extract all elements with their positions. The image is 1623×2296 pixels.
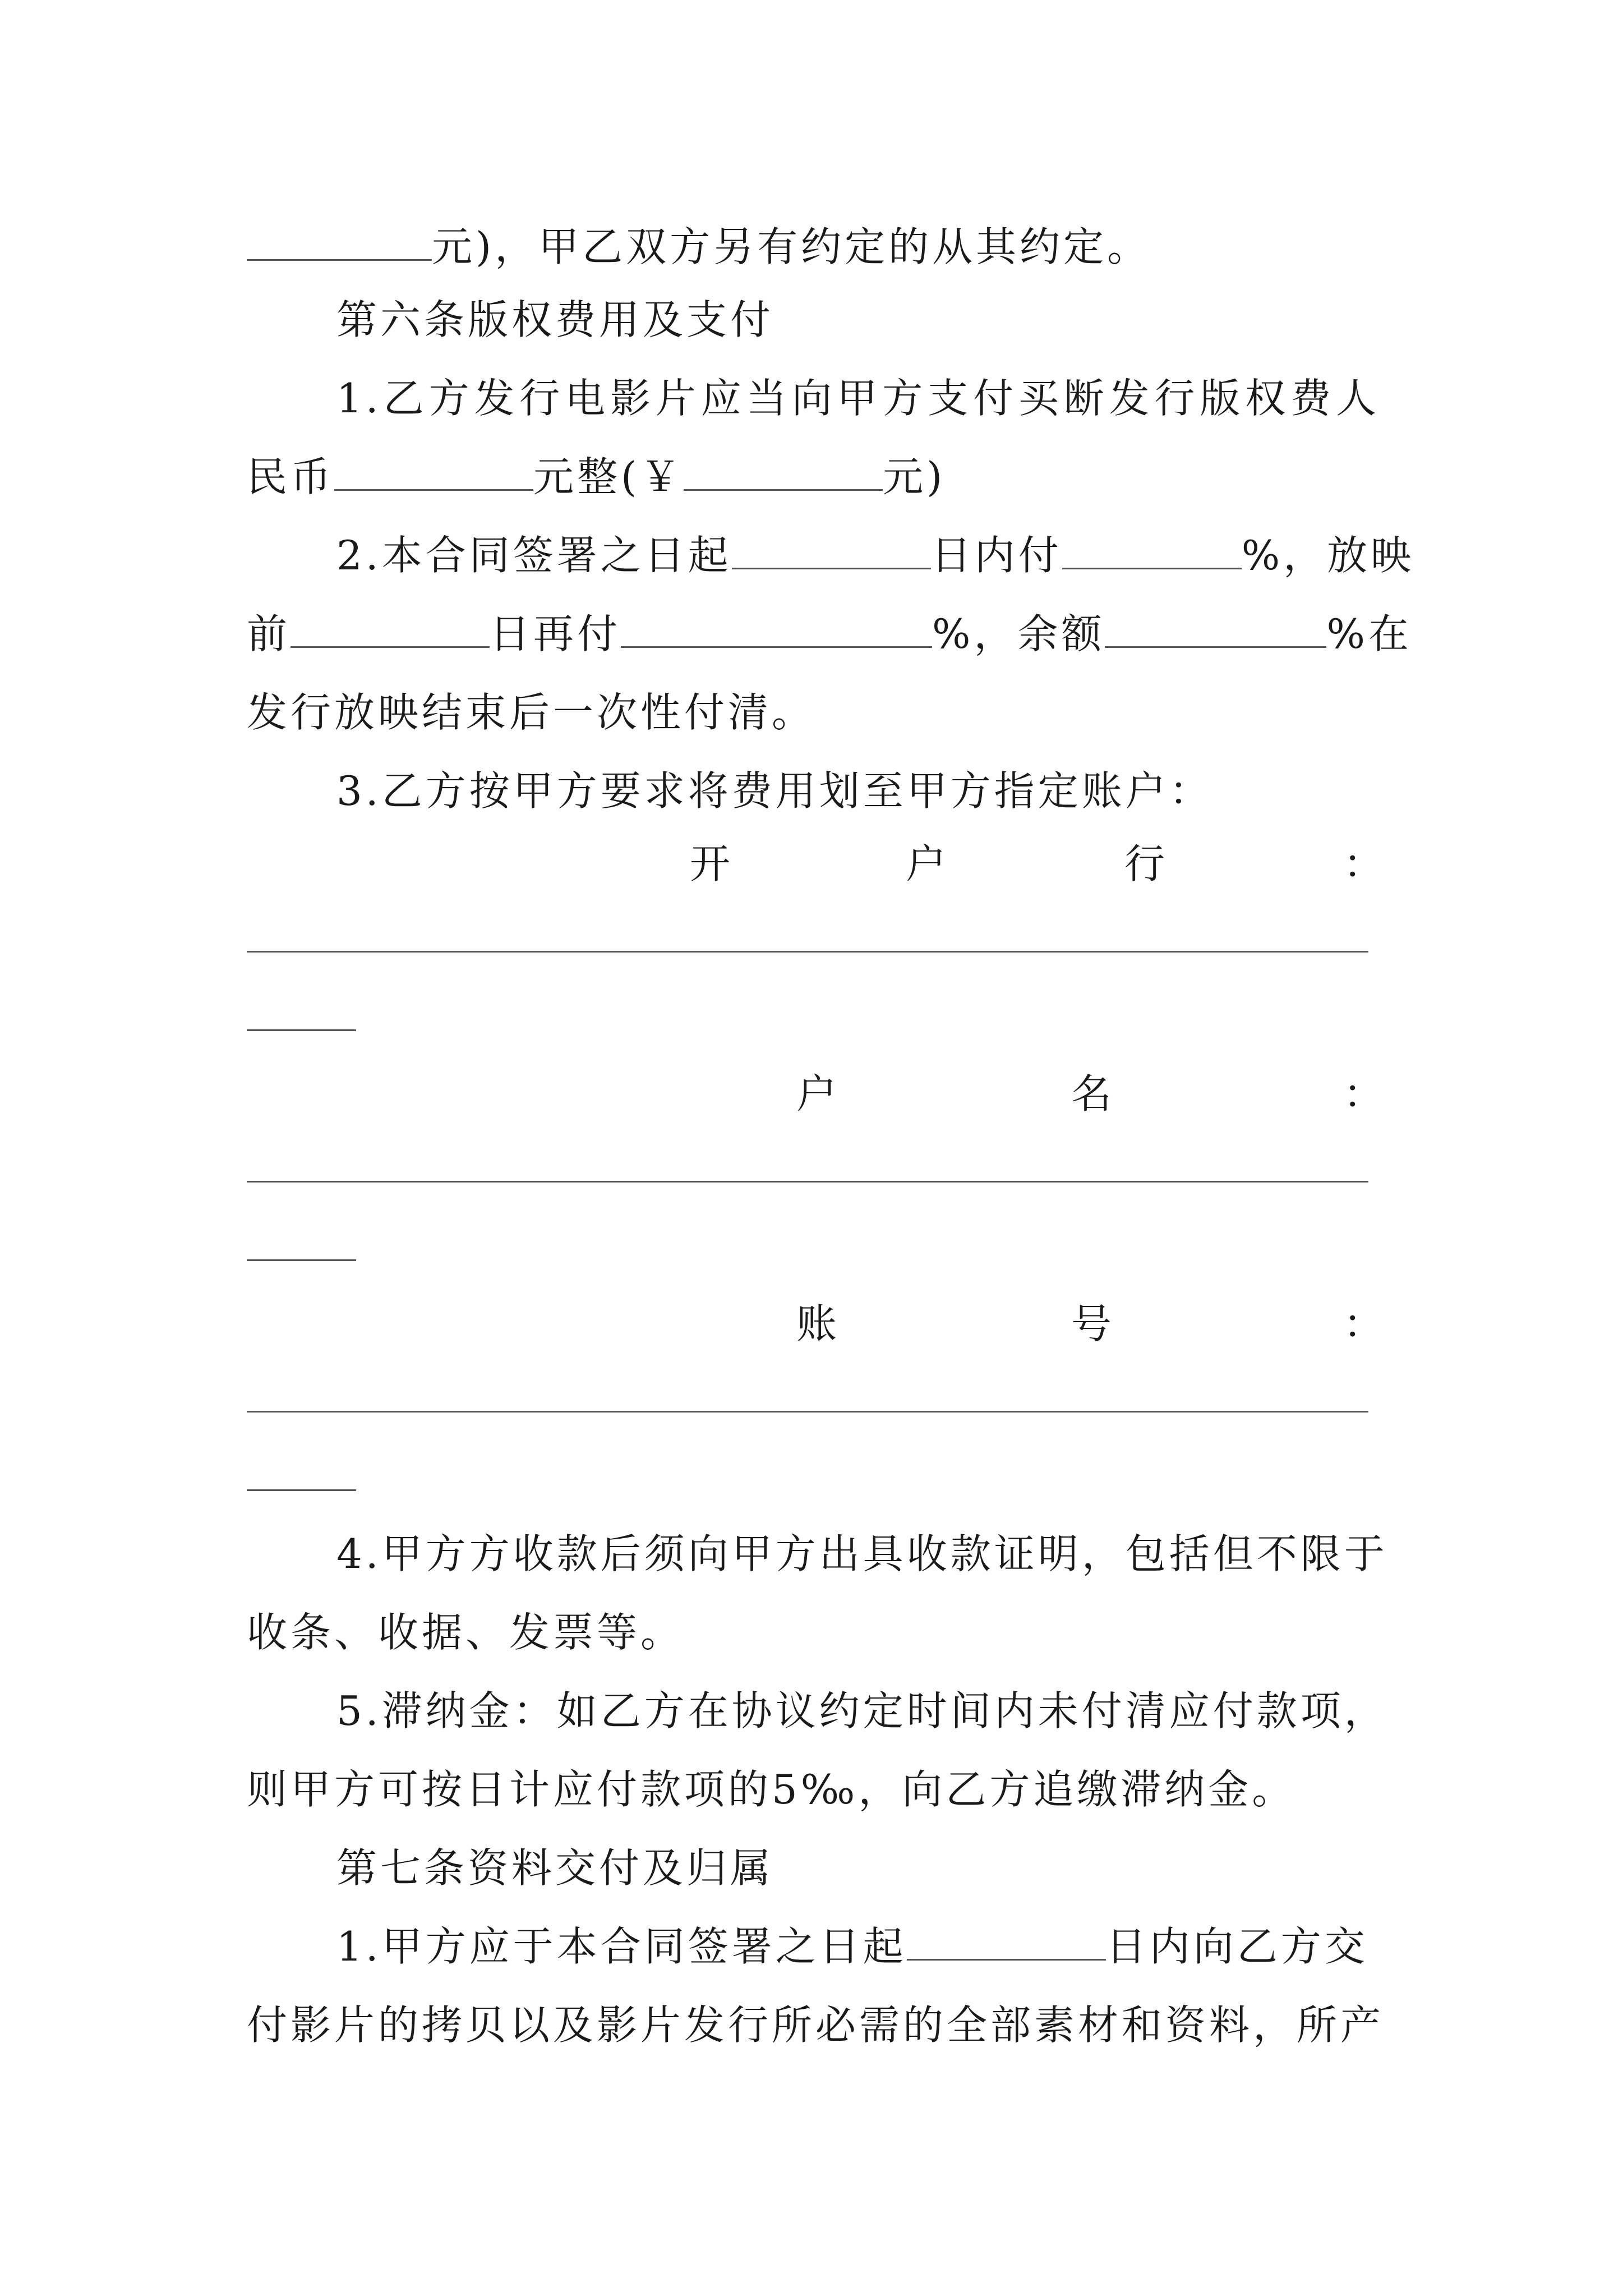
text-fragment: 日内付 xyxy=(930,532,1062,579)
clause-6-2-line-3: 发行放映结束后一次性付清。 xyxy=(247,689,816,736)
text-fragment: 元整(￥ xyxy=(533,453,684,500)
percent-blank xyxy=(1105,613,1326,648)
days-blank xyxy=(291,613,490,648)
text-fragment: 日内向乙方交 xyxy=(1105,1923,1368,1970)
blank-field xyxy=(247,226,432,261)
account-name-fill-line xyxy=(247,1181,1368,1182)
amount-figures-blank xyxy=(684,455,883,491)
article-6-title: 第六条版权费用及支付 xyxy=(336,296,774,343)
account-name-label-char: 名 xyxy=(1071,1070,1112,1117)
account-number-label-char: 账 xyxy=(796,1300,837,1347)
text-fragment: %在 xyxy=(1326,610,1412,657)
bank-label-char: 户 xyxy=(906,840,947,887)
account-number-label-char: 号 xyxy=(1071,1300,1112,1347)
text-fragment: 元) xyxy=(883,453,946,500)
clause-7-1-line-2: 付影片的拷贝以及影片发行所必需的全部素材和资料，所产 xyxy=(247,2001,1385,2049)
clause-6-2-line-2 xyxy=(247,595,1412,673)
text-fragment: 民币 xyxy=(247,453,335,500)
clause-7-1-line-1 xyxy=(336,1907,1380,1986)
text-fragment: %，余额 xyxy=(932,610,1105,657)
text-fragment: 日再付 xyxy=(490,610,621,657)
clause-6-4-line-1: 4.甲方方收款后须向甲方出具收款证明，包括但不限于 xyxy=(336,1530,1388,1577)
clause-6-4-line-2: 收条、收据、发票等。 xyxy=(247,1609,685,1656)
text-fragment: %，放映 xyxy=(1241,532,1415,579)
text-fragment: 2.本合同签署之日起 xyxy=(336,532,732,579)
clause-6-1-line-1: 1.乙方发行电影片应当向甲方支付买断发行版权费人 xyxy=(336,375,1380,422)
clause-6-2-line-1 xyxy=(336,516,1415,595)
text-fragment: 前 xyxy=(247,610,291,657)
account-name-fill-line-end xyxy=(247,1259,356,1261)
bank-label-char: 行 xyxy=(1124,840,1165,887)
account-name-label-char: 户 xyxy=(796,1070,837,1117)
doc-line-1 xyxy=(247,208,1380,286)
colon: ： xyxy=(1343,840,1384,887)
days-blank xyxy=(907,1925,1106,1961)
percent-blank xyxy=(621,613,932,648)
article-7-title: 第七条资料交付及归属 xyxy=(336,1844,774,1892)
clause-6-1-line-2 xyxy=(247,438,1380,516)
clause-6-5-line-1: 5.滞纳金：如乙方在协议约定时间内未付清应付款项， xyxy=(336,1687,1388,1734)
account-number-fill-line xyxy=(247,1411,1368,1412)
days-blank xyxy=(732,534,931,569)
percent-blank xyxy=(1062,534,1242,569)
colon: ： xyxy=(1343,1300,1384,1347)
bank-fill-line xyxy=(247,951,1368,953)
clause-6-3: 3.乙方按甲方要求将费用划至甲方指定账户： xyxy=(336,767,1213,815)
colon: ： xyxy=(1343,1070,1384,1117)
text-fragment: 1.甲方应于本合同签署之日起 xyxy=(336,1923,907,1970)
bank-label-char: 开 xyxy=(690,840,731,887)
bank-fill-line-end xyxy=(247,1029,356,1031)
clause-6-5-line-2: 则甲方可按日计应付款项的5‰，向乙方追缴滞纳金。 xyxy=(247,1766,1296,1813)
text-fragment: 元)，甲乙双方另有约定的从其约定。 xyxy=(432,223,1151,270)
account-number-fill-line-end xyxy=(247,1489,356,1491)
amount-words-blank xyxy=(334,455,533,491)
